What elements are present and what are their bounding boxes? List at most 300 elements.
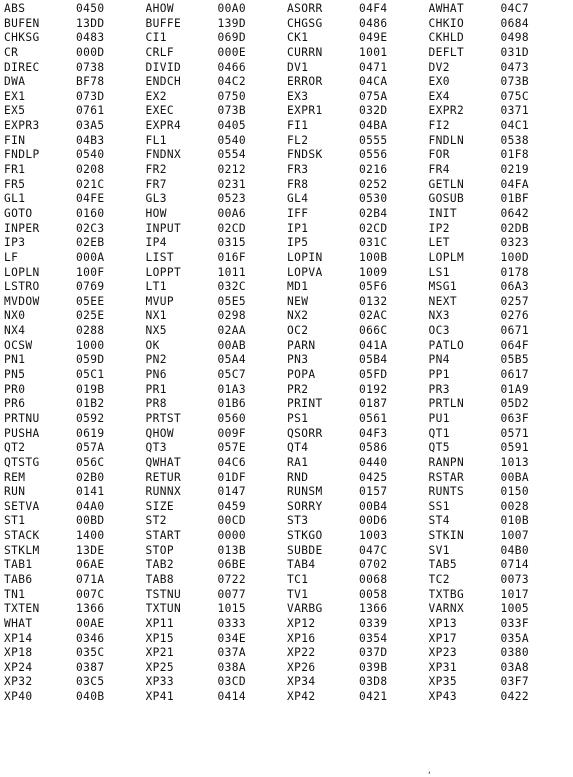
symbol-address: 0141: [76, 485, 105, 499]
symbol-address: 13DD: [76, 16, 105, 30]
symbol-name: PARN: [287, 338, 316, 352]
symbol-address: 02AA: [217, 324, 247, 338]
symbol-entry: [146, 90, 288, 105]
symbol-entry: [287, 661, 429, 676]
symbol-name: TAB8: [145, 572, 175, 586]
symbol-address: 1366: [76, 602, 105, 616]
symbol-name: EX3: [287, 89, 309, 103]
symbol-address: 01B6: [217, 397, 247, 411]
symbol-entry: [4, 46, 146, 61]
symbol-address: 0219: [500, 163, 530, 177]
symbol-name: XP33: [145, 675, 175, 689]
symbol-address: 0540: [76, 148, 105, 162]
symbol-name: PR8: [145, 397, 167, 411]
symbol-name: BUFEN: [4, 16, 40, 30]
symbol-entry: [4, 295, 146, 310]
symbol-name: DIVID: [145, 60, 182, 74]
symbol-name: TN1: [4, 587, 26, 601]
symbol-entry: [4, 632, 146, 647]
symbol-name: INIT: [428, 206, 458, 220]
symbol-name: FR4: [428, 163, 450, 177]
symbol-entry: [429, 2, 571, 17]
symbol-entry: [287, 617, 429, 632]
symbol-name: LOPLM: [428, 250, 465, 264]
symbol-name: RETUR: [145, 470, 182, 484]
symbol-address: 063F: [500, 411, 530, 425]
symbol-address: 02B4: [359, 206, 388, 220]
symbol-entry: [146, 353, 288, 368]
symbol-name: STOP: [145, 543, 175, 557]
symbol-entry: [429, 134, 571, 149]
symbol-address: 03C5: [76, 675, 105, 689]
symbol-address: 139D: [217, 16, 247, 30]
symbol-name: PR3: [428, 382, 450, 396]
symbol-entry: [4, 558, 146, 573]
symbol-name: FL2: [287, 133, 309, 147]
symbol-name: XP14: [4, 631, 33, 645]
symbol-name: RA1: [287, 455, 309, 469]
symbol-entry: [4, 617, 146, 632]
symbol-name: SS1: [428, 499, 450, 513]
symbol-name: PRTNU: [4, 411, 40, 425]
symbol-name: XP32: [4, 675, 33, 689]
symbol-address: 0560: [217, 411, 247, 425]
symbol-name: GL3: [145, 192, 167, 206]
symbol-name: DV2: [428, 60, 450, 74]
symbol-entry: [4, 441, 146, 456]
symbol-entry: [429, 573, 571, 588]
symbol-address: 0538: [500, 133, 530, 147]
symbol-entry: [146, 295, 288, 310]
symbol-name: TAB4: [287, 558, 316, 572]
symbol-entry: [4, 324, 146, 339]
symbol-name: MD1: [287, 280, 309, 294]
symbol-entry: [429, 661, 571, 676]
symbol-address: 00CD: [217, 514, 247, 528]
symbol-address: 0540: [217, 133, 247, 147]
symbol-address: 013B: [217, 543, 247, 557]
symbol-name: XP22: [287, 646, 316, 660]
symbol-address: 04C1: [500, 119, 530, 133]
symbol-entry: [146, 544, 288, 559]
symbol-name: NX4: [4, 324, 26, 338]
symbol-address: 0671: [500, 324, 530, 338]
symbol-entry: [146, 690, 288, 705]
symbol-entry: [146, 427, 288, 442]
symbol-address: 00AE: [76, 616, 105, 630]
symbol-entry: [4, 412, 146, 427]
symbol-name: LOPIN: [287, 250, 323, 264]
symbol-address: BF78: [76, 75, 105, 89]
symbol-name: STKLM: [4, 543, 40, 557]
symbol-entry: [429, 588, 571, 603]
symbol-entry: [287, 441, 429, 456]
symbol-name: EX5: [4, 104, 26, 118]
symbol-entry: [287, 383, 429, 398]
symbol-entry: [4, 383, 146, 398]
symbol-entry: [146, 632, 288, 647]
symbol-entry: [429, 675, 571, 690]
symbol-address: 04A0: [76, 499, 105, 513]
symbol-name: LOPVA: [287, 265, 323, 279]
symbol-address: 0617: [500, 368, 530, 382]
symbol-address: 0483: [76, 31, 105, 45]
symbol-name: XP42: [287, 690, 316, 704]
symbol-name: START: [145, 529, 182, 543]
symbol-address: 06AE: [76, 558, 105, 572]
symbol-address: 100D: [500, 250, 530, 264]
symbol-entry: [287, 602, 429, 617]
symbol-name: STKIN: [428, 529, 465, 543]
symbol-name: EXEC: [145, 104, 175, 118]
symbol-address: 041A: [359, 338, 388, 352]
symbol-address: 1009: [359, 265, 388, 279]
symbol-address: 1001: [359, 45, 388, 59]
symbol-address: 05B4: [359, 353, 388, 367]
symbol-address: 0157: [359, 485, 388, 499]
symbol-address: 073B: [500, 75, 530, 89]
symbol-address: 0068: [359, 572, 388, 586]
symbol-entry: [4, 353, 146, 368]
symbol-entry: [287, 31, 429, 46]
symbol-entry: [429, 412, 571, 427]
symbol-name: OC3: [428, 324, 450, 338]
symbol-entry: [429, 207, 571, 222]
symbol-entry: [146, 163, 288, 178]
symbol-name: RUNSM: [287, 485, 323, 499]
symbol-address: 0212: [217, 163, 247, 177]
symbol-address: 05F6: [359, 280, 388, 294]
symbol-address: 0425: [359, 470, 388, 484]
symbol-entry: [4, 104, 146, 119]
symbol-entry: [429, 192, 571, 207]
symbol-entry: [287, 90, 429, 105]
symbol-name: LSTRO: [4, 280, 40, 294]
symbol-address: 1015: [217, 602, 247, 616]
symbol-entry: [287, 558, 429, 573]
symbol-name: INPER: [4, 221, 40, 235]
symbol-name: IP4: [145, 236, 167, 250]
symbol-entry: [429, 602, 571, 617]
symbol-name: TC1: [287, 572, 309, 586]
symbol-address: 066C: [359, 324, 388, 338]
symbol-address: 02EB: [76, 236, 105, 250]
symbol-name: OC2: [287, 324, 309, 338]
symbol-entry: [4, 544, 146, 559]
symbol-name: SV1: [428, 543, 450, 557]
symbol-entry: [146, 222, 288, 237]
symbol-name: FNDLP: [4, 148, 40, 162]
symbol-name: PR2: [287, 382, 309, 396]
symbol-address: 02DB: [500, 221, 530, 235]
symbol-address: 039B: [359, 660, 388, 674]
symbol-name: XP25: [145, 660, 175, 674]
symbol-name: ST3: [287, 514, 309, 528]
symbol-entry: [146, 529, 288, 544]
symbol-name: XP23: [428, 646, 458, 660]
symbol-name: LOPPT: [145, 265, 182, 279]
symbol-address: 01A9: [500, 382, 530, 396]
symbol-entry: [429, 500, 571, 515]
symbol-address: 000E: [217, 45, 247, 59]
symbol-address: 056C: [76, 455, 105, 469]
symbol-name: RANPN: [428, 455, 465, 469]
symbol-address: 0555: [359, 133, 388, 147]
symbol-address: 02AC: [359, 309, 388, 323]
symbol-address: 04B3: [76, 133, 105, 147]
symbol-entry: [146, 2, 288, 17]
symbol-name: XP35: [428, 675, 458, 689]
symbol-name: RUNTS: [428, 485, 465, 499]
symbol-entry: [429, 514, 571, 529]
symbol-entry: [429, 456, 571, 471]
symbol-name: RSTAR: [428, 470, 465, 484]
symbol-name: XP13: [428, 616, 458, 630]
symbol-address: 0750: [217, 89, 247, 103]
symbol-name: IFF: [287, 206, 309, 220]
symbol-name: QTSTG: [4, 455, 40, 469]
symbol-name: LS1: [428, 265, 450, 279]
symbol-entry: [287, 266, 429, 281]
symbol-entry: [146, 309, 288, 324]
symbol-entry: [429, 485, 571, 500]
symbol-address: 02CD: [359, 221, 388, 235]
symbol-entry: [146, 148, 288, 163]
symbol-entry: [287, 119, 429, 134]
symbol-entry: [146, 266, 288, 281]
symbol-name: FOR: [428, 148, 450, 162]
symbol-entry: [287, 295, 429, 310]
symbol-name: FR5: [4, 177, 26, 191]
symbol-address: 0178: [500, 265, 530, 279]
symbol-name: FR2: [145, 163, 167, 177]
symbol-address: 0000: [217, 529, 247, 543]
symbol-entry: [429, 471, 571, 486]
symbol-entry: [146, 17, 288, 32]
symbol-address: 047C: [359, 543, 388, 557]
symbol-name: AWHAT: [428, 2, 465, 15]
symbol-entry: [287, 529, 429, 544]
symbol-address: 0619: [76, 426, 105, 440]
symbol-entry: [287, 104, 429, 119]
symbol-entry: [4, 675, 146, 690]
symbol-entry: [4, 31, 146, 46]
symbol-name: CHKIO: [428, 16, 465, 30]
symbol-name: EX0: [428, 75, 450, 89]
symbol-address: 010B: [500, 514, 530, 528]
symbol-address: 05C7: [217, 368, 247, 382]
symbol-address: 06BE: [217, 558, 247, 572]
symbol-address: 0571: [500, 426, 530, 440]
symbol-entry: [4, 500, 146, 515]
symbol-name: AHOW: [145, 2, 175, 15]
symbol-address: 100B: [359, 250, 388, 264]
symbol-address: 0028: [500, 499, 530, 513]
symbol-entry: [4, 397, 146, 412]
symbol-address: 05A4: [217, 353, 247, 367]
symbol-name: ST1: [4, 514, 26, 528]
symbol-address: 03CD: [217, 675, 247, 689]
symbol-address: 0530: [359, 192, 388, 206]
symbol-address: 01DF: [217, 470, 247, 484]
symbol-name: STACK: [4, 529, 40, 543]
symbol-address: 02CD: [217, 221, 247, 235]
symbol-entry: [4, 602, 146, 617]
symbol-address: 04B0: [500, 543, 530, 557]
symbol-address: 06A3: [500, 280, 530, 294]
symbol-entry: [287, 500, 429, 515]
symbol-address: 1007: [500, 529, 530, 543]
symbol-name: GL4: [287, 192, 309, 206]
symbol-entry: [4, 207, 146, 222]
symbol-address: 057E: [217, 441, 247, 455]
symbol-name: OCSW: [4, 338, 33, 352]
symbol-address: 00B4: [359, 499, 388, 513]
symbol-address: 0591: [500, 441, 530, 455]
symbol-address: 100F: [76, 265, 105, 279]
symbol-address: 0315: [217, 236, 247, 250]
symbol-entry: [146, 339, 288, 354]
symbol-entry: [287, 368, 429, 383]
symbol-address: 040B: [76, 690, 105, 704]
symbol-entry: [146, 617, 288, 632]
symbol-address: 0466: [217, 60, 247, 74]
symbol-address: 1366: [359, 602, 388, 616]
symbol-entry: [4, 266, 146, 281]
symbol-entry: [429, 222, 571, 237]
symbol-address: 0714: [500, 558, 530, 572]
symbol-entry: [146, 397, 288, 412]
symbol-entry: [287, 148, 429, 163]
symbol-address: 0450: [76, 2, 105, 15]
symbol-entry: [4, 456, 146, 471]
symbol-address: 031D: [500, 45, 530, 59]
symbol-entry: [146, 368, 288, 383]
symbol-entry: [429, 397, 571, 412]
symbol-entry: [287, 46, 429, 61]
symbol-name: TC2: [428, 572, 450, 586]
symbol-name: QSORR: [287, 426, 323, 440]
symbol-name: QT5: [428, 441, 450, 455]
symbol-address: 000A: [76, 250, 105, 264]
symbol-name: CURRN: [287, 45, 323, 59]
symbol-address: 0556: [359, 148, 388, 162]
symbol-entry: [287, 309, 429, 324]
symbol-table: [4, 2, 570, 705]
symbol-name: LET: [428, 236, 450, 250]
symbol-name: TV1: [287, 587, 309, 601]
symbol-name: MVUP: [145, 294, 175, 308]
symbol-entry: [146, 280, 288, 295]
symbol-address: 0058: [359, 587, 388, 601]
symbol-name: PN2: [145, 353, 167, 367]
symbol-address: 04C7: [500, 2, 530, 15]
symbol-address: 0354: [359, 631, 388, 645]
symbol-address: 0192: [359, 382, 388, 396]
symbol-name: QT2: [4, 441, 26, 455]
symbol-address: 01A3: [217, 382, 247, 396]
symbol-address: 02C3: [76, 221, 105, 235]
symbol-name: TAB5: [428, 558, 458, 572]
symbol-name: BUFFE: [145, 16, 182, 30]
symbol-name: PRTLN: [428, 397, 465, 411]
symbol-entry: [287, 2, 429, 17]
symbol-name: SORRY: [287, 499, 323, 513]
symbol-address: 019B: [76, 382, 105, 396]
symbol-name: PS1: [287, 411, 309, 425]
symbol-address: 0216: [359, 163, 388, 177]
symbol-entry: [429, 251, 571, 266]
stray-mark: ,: [427, 766, 432, 775]
symbol-name: NEXT: [428, 294, 458, 308]
symbol-name: DV1: [287, 60, 309, 74]
symbol-entry: [287, 192, 429, 207]
symbol-address: 069D: [217, 31, 247, 45]
symbol-address: 03A5: [76, 119, 105, 133]
symbol-name: PU1: [428, 411, 450, 425]
symbol-name: PR1: [145, 382, 167, 396]
symbol-name: FI1: [287, 119, 309, 133]
symbol-name: SUBDE: [287, 543, 323, 557]
symbol-entry: [287, 485, 429, 500]
symbol-entry: [287, 236, 429, 251]
symbol-entry: [429, 558, 571, 573]
symbol-entry: [287, 163, 429, 178]
symbol-address: 0498: [500, 31, 530, 45]
symbol-address: 0586: [359, 441, 388, 455]
symbol-address: 075A: [359, 89, 388, 103]
symbol-address: 059D: [76, 353, 105, 367]
symbol-name: XP18: [4, 646, 33, 660]
symbol-address: 032D: [359, 104, 388, 118]
symbol-address: 0371: [500, 104, 530, 118]
symbol-address: 0561: [359, 411, 388, 425]
symbol-entry: [429, 119, 571, 134]
symbol-address: 057A: [76, 441, 105, 455]
symbol-name: OK: [145, 338, 160, 352]
symbol-address: 0132: [359, 294, 388, 308]
symbol-entry: [146, 192, 288, 207]
symbol-entry: [429, 617, 571, 632]
symbol-entry: [429, 90, 571, 105]
symbol-address: 016F: [217, 250, 247, 264]
symbol-address: 13DE: [76, 543, 105, 557]
symbol-name: PUSHA: [4, 426, 40, 440]
symbol-address: 01BF: [500, 192, 530, 206]
symbol-name: ENDCH: [145, 75, 182, 89]
symbol-entry: [429, 17, 571, 32]
symbol-address: 03F7: [500, 675, 530, 689]
symbol-entry: [146, 485, 288, 500]
symbol-address: 0380: [500, 646, 530, 660]
symbol-name: PR6: [4, 397, 26, 411]
symbol-name: EX4: [428, 89, 450, 103]
symbol-name: QT4: [287, 441, 309, 455]
symbol-entry: [4, 588, 146, 603]
symbol-address: 1017: [500, 587, 530, 601]
symbol-entry: [146, 500, 288, 515]
symbol-name: XP15: [145, 631, 175, 645]
symbol-name: IP5: [287, 236, 309, 250]
symbol-name: RUN: [4, 485, 26, 499]
symbol-entry: [429, 148, 571, 163]
symbol-entry: [287, 207, 429, 222]
symbol-entry: [146, 207, 288, 222]
symbol-name: VARNX: [428, 602, 465, 616]
symbol-name: XP24: [4, 660, 33, 674]
symbol-name: FR7: [145, 177, 167, 191]
symbol-entry: [146, 104, 288, 119]
